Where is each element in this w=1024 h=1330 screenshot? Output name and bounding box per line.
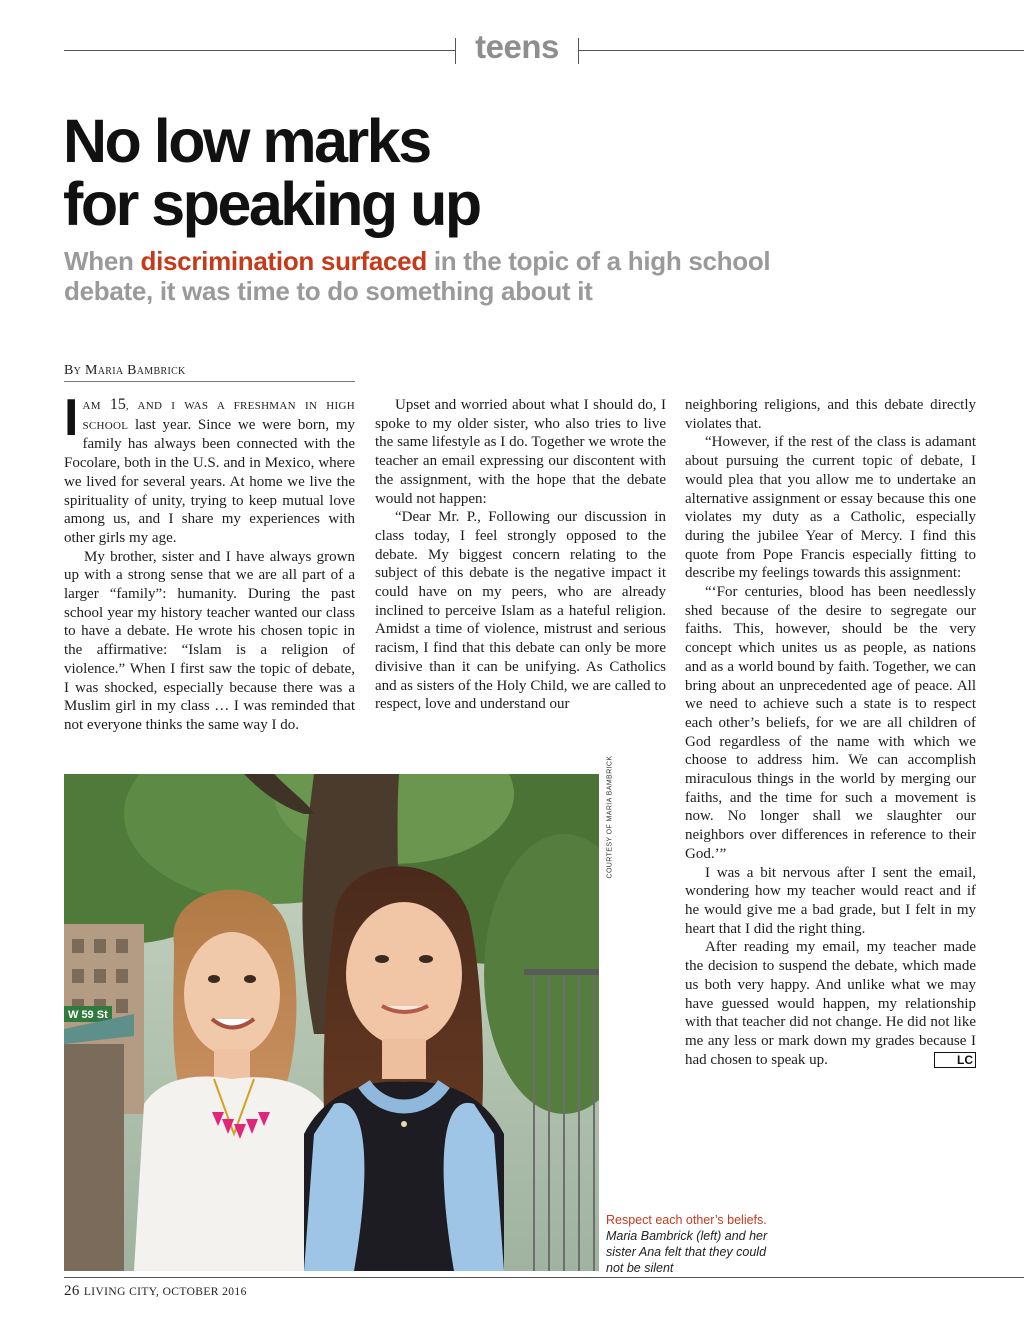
section-tick-left — [455, 38, 456, 64]
paragraph — [685, 938, 976, 1069]
publication-name: LIVING CITY, OCTOBER 2016 — [83, 1286, 247, 1298]
photo-illustration — [64, 774, 599, 1271]
article-column-2 — [375, 396, 666, 714]
subheadline — [64, 246, 824, 306]
final-paragraph-text: After reading my email, my teacher made the decision to suspend the debate, which made us both very happy. And unlike what we may have guessed would happen, my relationship with that teacher did not change. He did not like me any less or mark down my grades because I had chosen to speak up. — [685, 939, 976, 1068]
paragraph: Upset and worried about what I should do, I spoke to my older sister, who also tries to live the same lifestyle as I do. Together we wrote the teacher an email expressing our discontent with the assignment, with the hope that the debate would not happen: — [375, 397, 666, 507]
deck-highlight: discrimination surfaced — [140, 246, 427, 276]
section-rule-left — [64, 50, 456, 51]
byline-rule — [64, 381, 355, 382]
street-sign-text: W 59 St — [68, 1009, 108, 1021]
section-rule-right — [578, 50, 1024, 51]
lead-number: 15 — [109, 396, 126, 413]
section-label: teens — [475, 28, 559, 65]
photo-caption — [606, 1212, 786, 1276]
end-mark-logo: LC — [934, 1052, 976, 1068]
deck-post: in the topic of a high school debate, it was time to do something about it — [64, 246, 771, 306]
headline-line-1: No low marks — [63, 107, 430, 175]
footer-rule — [64, 1277, 1024, 1278]
drop-cap: I — [64, 389, 79, 447]
lead-smallcaps-1: AM — [82, 400, 110, 412]
headline-line-2: for speaking up — [63, 170, 480, 238]
headline — [63, 107, 763, 238]
page-footer — [64, 1283, 247, 1300]
paragraph: “Dear Mr. P., Following our discussion in class today, I feel strongly opposed to the debate. My biggest concern relating to the subject of this debate is the negative impact it could have on my peers, who are already inclined to perceive Islam as a hateful religion. Amidst a time of violence, mistrust and serious racism, I find that this debate can only be more divisive than it can be unifying. As Catholics and as sisters of the Holy Child, we are called to respect, love and understand our — [375, 509, 666, 713]
lead-rest: last year. Since we were born, my family has always been connected with the Focolare, both in the U.S. and in Mexico, where we lived for several years. At home we live the spirituality of unity, trying to keep mutual love among us, and I share my experiences with other girls my age. — [64, 416, 355, 546]
paragraph: neighboring religions, and this debate directly violates that. — [685, 397, 976, 432]
section-tick-right — [578, 38, 579, 64]
paragraph: My brother, sister and I have always grown up with a strong sense that we are all part of a larger “family”: humanity. During the past school year my history teacher wanted our class to have a debate. He wrote his chosen topic in the affirmative: “Islam is a religion of violence.” When I first saw the topic of debate, I was shocked, especially because there was a Muslim girl in my class … I was reminded that not everyone thinks the same way I do. — [64, 548, 355, 733]
article-column-1 — [64, 389, 356, 735]
page-number: 26 — [64, 1283, 80, 1299]
lead-smallcaps-2: , AND I WAS A FRESHMAN IN HIGH SCHOOL — [82, 400, 356, 432]
byline-text: By Maria Bambrick — [64, 363, 186, 378]
paragraph: I was a bit nervous after I sent the email, wondering how my teacher would react and if he would give me a bad grade, but I felt in my heart that I did the right thing. — [685, 864, 976, 937]
paragraph — [64, 389, 356, 548]
deck-pre: When — [64, 246, 141, 276]
photo-credit-text: COURTESY OF MARIA BAMBRICK — [606, 755, 614, 879]
byline — [64, 363, 186, 379]
article-column-3 — [685, 396, 976, 1069]
paragraph: “However, if the rest of the class is adamant about pursuing the current topic of debate, I would plea that you allow me to undertake an alternative assignment or essay because this one violates my duty as a Catholic, especially during the jubilee Year of Mercy. I find this quote from Pope Francis especially fitting to describe my feelings towards this assignment: — [685, 434, 976, 582]
caption-lead: Respect each other’s beliefs. — [606, 1213, 767, 1227]
paragraph: “‘For centuries, blood has been needlessly shed because of the desire to segregate our faiths. This, however, should be the very concept which unites us as people, as nations and as a world bound by faith. Together, we can bring about an unprecedented age of peace. All we need to achieve such a state is to respect each other’s beliefs, for we are all children of God regardless of the name with which we choose to address him. We can accomplish miraculous things in the world by merging our faiths, and the time for such a movement is now. No longer shall we slaughter our neighbors over differences in reference to their God.’” — [685, 584, 976, 862]
article-photo — [64, 774, 599, 1271]
caption-body: Maria Bambrick (left) and her sister Ana felt that they could not be silent — [606, 1229, 768, 1275]
photo-credit — [603, 755, 617, 882]
